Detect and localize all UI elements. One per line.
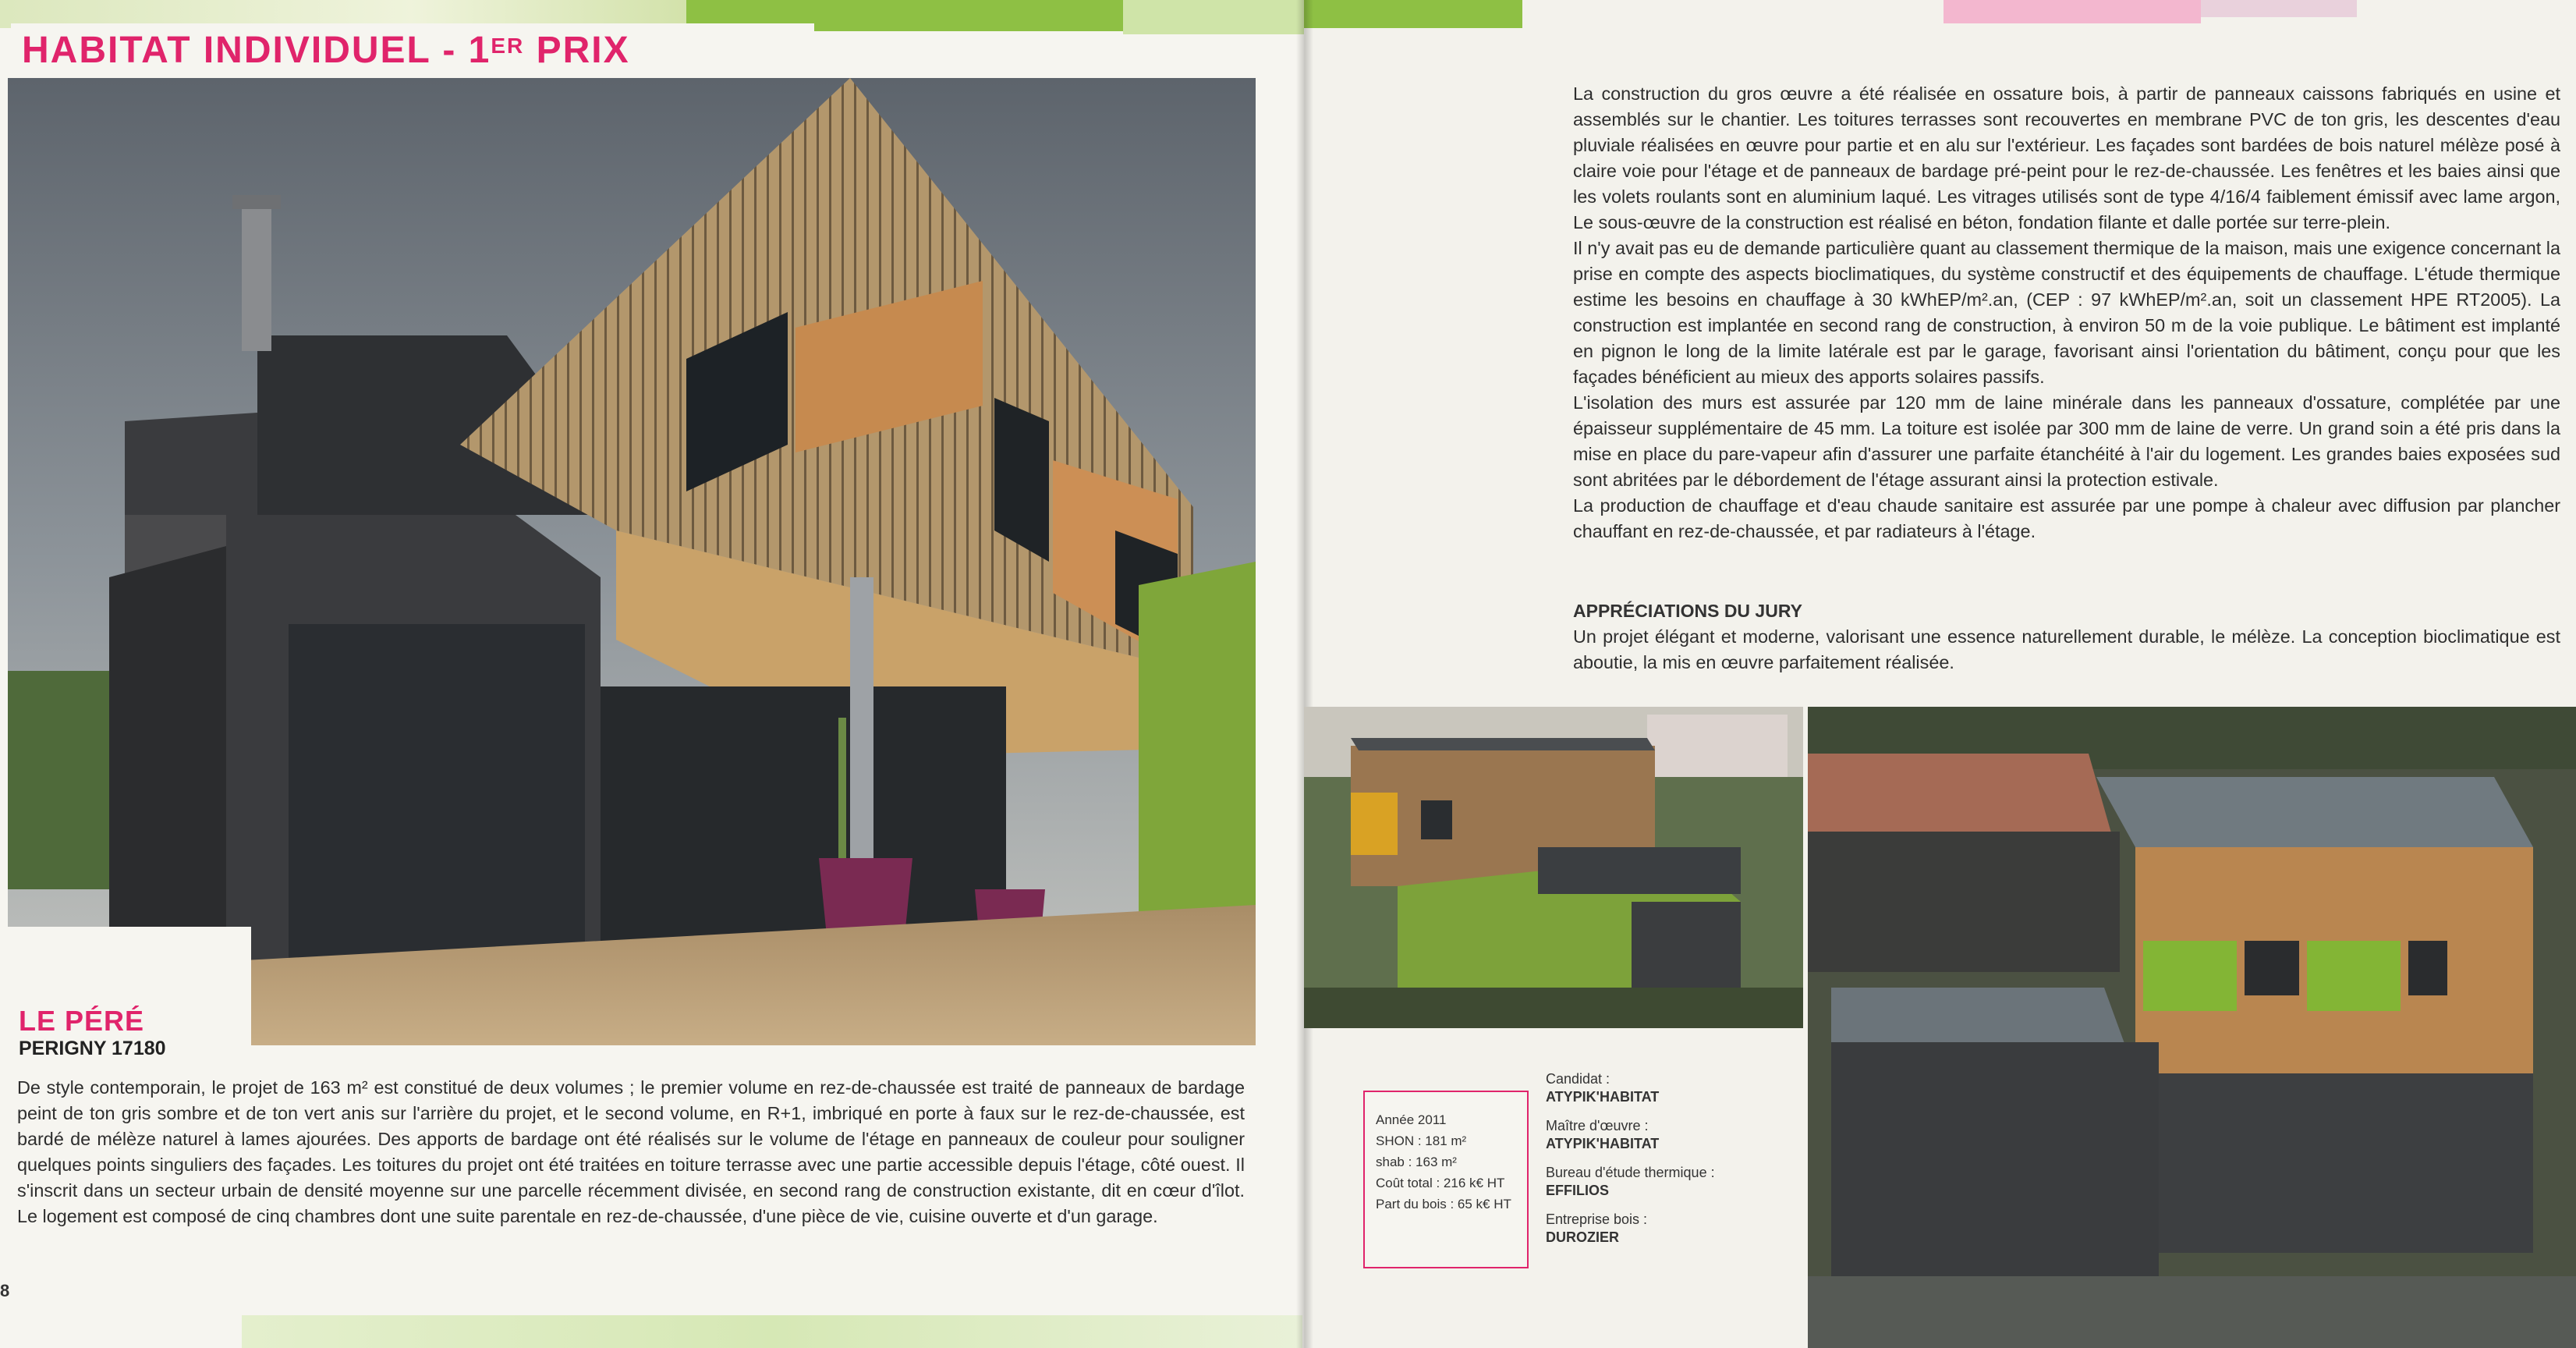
project-facts-box bbox=[1363, 1091, 1529, 1268]
house-illustration bbox=[8, 78, 1256, 1045]
section-title bbox=[11, 23, 814, 78]
right-paragraph-1: La construction du gros œuvre a été réalisée en ossature bois, à partir de panneaux caissons fabriqués en usine et assemblés sur le chantier. Les toitures terrasses sont recouvertes en membrane PVC de ton gris, les descentes d'eau pluviale réalisées en œuvre pour partie et en alu sur l'extérieur. Les façades sont bardées de bois naturel mélèze posé à claire voie pour l'étage et de panneaux de bardage pré-peint pour le rez-de-chaussée. Les fenêtres et les baies ainsi que les volets roulants sont en aluminium laqué. Les vitrages utilisés sont de type 4/16/4 faiblement émissif avec lame argon, Le sous-œuvre de la construction est réalisé en béton, fondation filante et dalle portée sur terre-plein. bbox=[1573, 83, 2560, 232]
aerial-illustration-2 bbox=[1808, 707, 2576, 1348]
credit-label-wood: Entreprise bois : bbox=[1546, 1211, 1648, 1227]
right-paragraph-3: L'isolation des murs est assurée par 120 mm de laine minérale dans les panneaux d'ossature, complétée par une épaisseur supplémentaire de 45 mm. La toiture est isolée par 300 mm de laine de verre. Un grand soin a été pris dans la mise en place du pare-vapeur afin d'assurer une parfaite étanchéité à l'air du logement. Les grandes baies exposées sud sont abritées par le débordement de l'étage assurant ainsi la protection estivale. bbox=[1573, 392, 2560, 490]
aerial-illustration-1 bbox=[1304, 707, 1803, 1028]
credit-label-thermal: Bureau d'étude thermique : bbox=[1546, 1165, 1715, 1180]
aerial-photo-main bbox=[1808, 707, 2576, 1348]
aerial-photo-side bbox=[1304, 707, 1803, 1028]
title-main: HABITAT INDIVIDUEL - 1 bbox=[22, 30, 491, 71]
page-number: 8 bbox=[0, 1281, 10, 1300]
main-house-photo bbox=[8, 78, 1256, 1045]
paint-strip-pink-2 bbox=[2201, 0, 2357, 17]
credit-label-candidate: Candidat : bbox=[1546, 1071, 1610, 1087]
fact-wood-share: Part du bois : 65 k€ HT bbox=[1376, 1197, 1511, 1211]
fact-shon: SHON : 181 m² bbox=[1376, 1133, 1467, 1148]
project-location: PERIGNY 17180 bbox=[19, 1038, 166, 1059]
fact-total-cost: Coût total : 216 k€ HT bbox=[1376, 1176, 1505, 1190]
credit-label-architect: Maître d'œuvre : bbox=[1546, 1118, 1649, 1133]
credit-value-architect: ATYPIK'HABITAT bbox=[1546, 1136, 1660, 1151]
jury-text: Un projet élégant et moderne, valorisant une essence naturellement durable, le mélèze. La conception bioclimatique est aboutie, la mis en œuvre parfaitement réalisée. bbox=[1573, 626, 2560, 672]
paint-strip-bottom bbox=[242, 1315, 1302, 1348]
fact-shab: shab : 163 m² bbox=[1376, 1155, 1457, 1169]
right-paragraph-2: Il n'y avait pas eu de demande particulière quant au classement thermique de la maison, mais une exigence concernant la prise en compte des aspects bioclimatiques, du système constructif et des équipements de chauffage. L'étude thermique estime les besoins en chauffage à 30 kWhEP/m².an, (CEP : 97 kWhEP/m².an, soit un classement HPE RT2005). La construction est implantée en second rang de construction, à environ 50 m de la voie publique. Le bâtiment est implanté en pignon le long de la limite latérale est par le garage, favorisant ainsi l'orientation du bâtiment, conçu pour que les façades bénéficient au mieux des apports solaires passifs. bbox=[1573, 238, 2560, 387]
right-column-text bbox=[1573, 81, 2560, 545]
right-paragraph-4: La production de chauffage et d'eau chaude sanitaire est assurée par une pompe à chaleur avec diffusion par plancher chauffant en rez-de-chaussée, et par radiateurs à l'étage. bbox=[1573, 495, 2560, 541]
fact-year: Année 2011 bbox=[1376, 1112, 1447, 1127]
page-gutter bbox=[1296, 0, 1313, 1348]
project-name: LE PÉRÉ bbox=[19, 1005, 145, 1037]
credit-value-wood: DUROZIER bbox=[1546, 1229, 1619, 1245]
left-description: De style contemporain, le projet de 163 m² est constitué de deux volumes ; le premier volume en rez-de-chaussée est traité de panneaux de bardage peint de ton gris sombre et de ton vert anis sur l'arrière du projet, et le second volume, en R+1, imbriqué en porte à faux sur le rez-de-chaussée, est bardé de mélèze naturel à lames ajourées. Des apports de bardage ont été réalisés sur le volume de l'étage en panneaux de couleur pour souligner quelques points singuliers des façades. Les toitures du projet ont été traitées en toiture terrasse avec une partie accessible depuis l'étage, côté ouest. Il s'inscrit dans un secteur urbain de densité moyenne sur une parcelle récemment divisée, en second rang de construction existante, dit en cœur d'îlot. Le logement est composé de cinq chambres dont une suite parentale en rez-de-chaussée, d'une pièce de vie, cuisine ouverte et d'un garage. bbox=[17, 1077, 1245, 1226]
credit-value-candidate: ATYPIK'HABITAT bbox=[1546, 1089, 1660, 1105]
jury-heading: APPRÉCIATIONS DU JURY bbox=[1573, 601, 1802, 621]
title-end: PRIX bbox=[524, 30, 630, 71]
paint-strip-top-right bbox=[1123, 0, 1304, 34]
title-superscript: ER bbox=[491, 34, 525, 58]
paint-strip-pink bbox=[1944, 0, 2201, 23]
paint-strip-top-right-page bbox=[1304, 0, 1522, 28]
credit-value-thermal: EFFILIOS bbox=[1546, 1183, 1609, 1198]
project-credits bbox=[1546, 1070, 1795, 1247]
